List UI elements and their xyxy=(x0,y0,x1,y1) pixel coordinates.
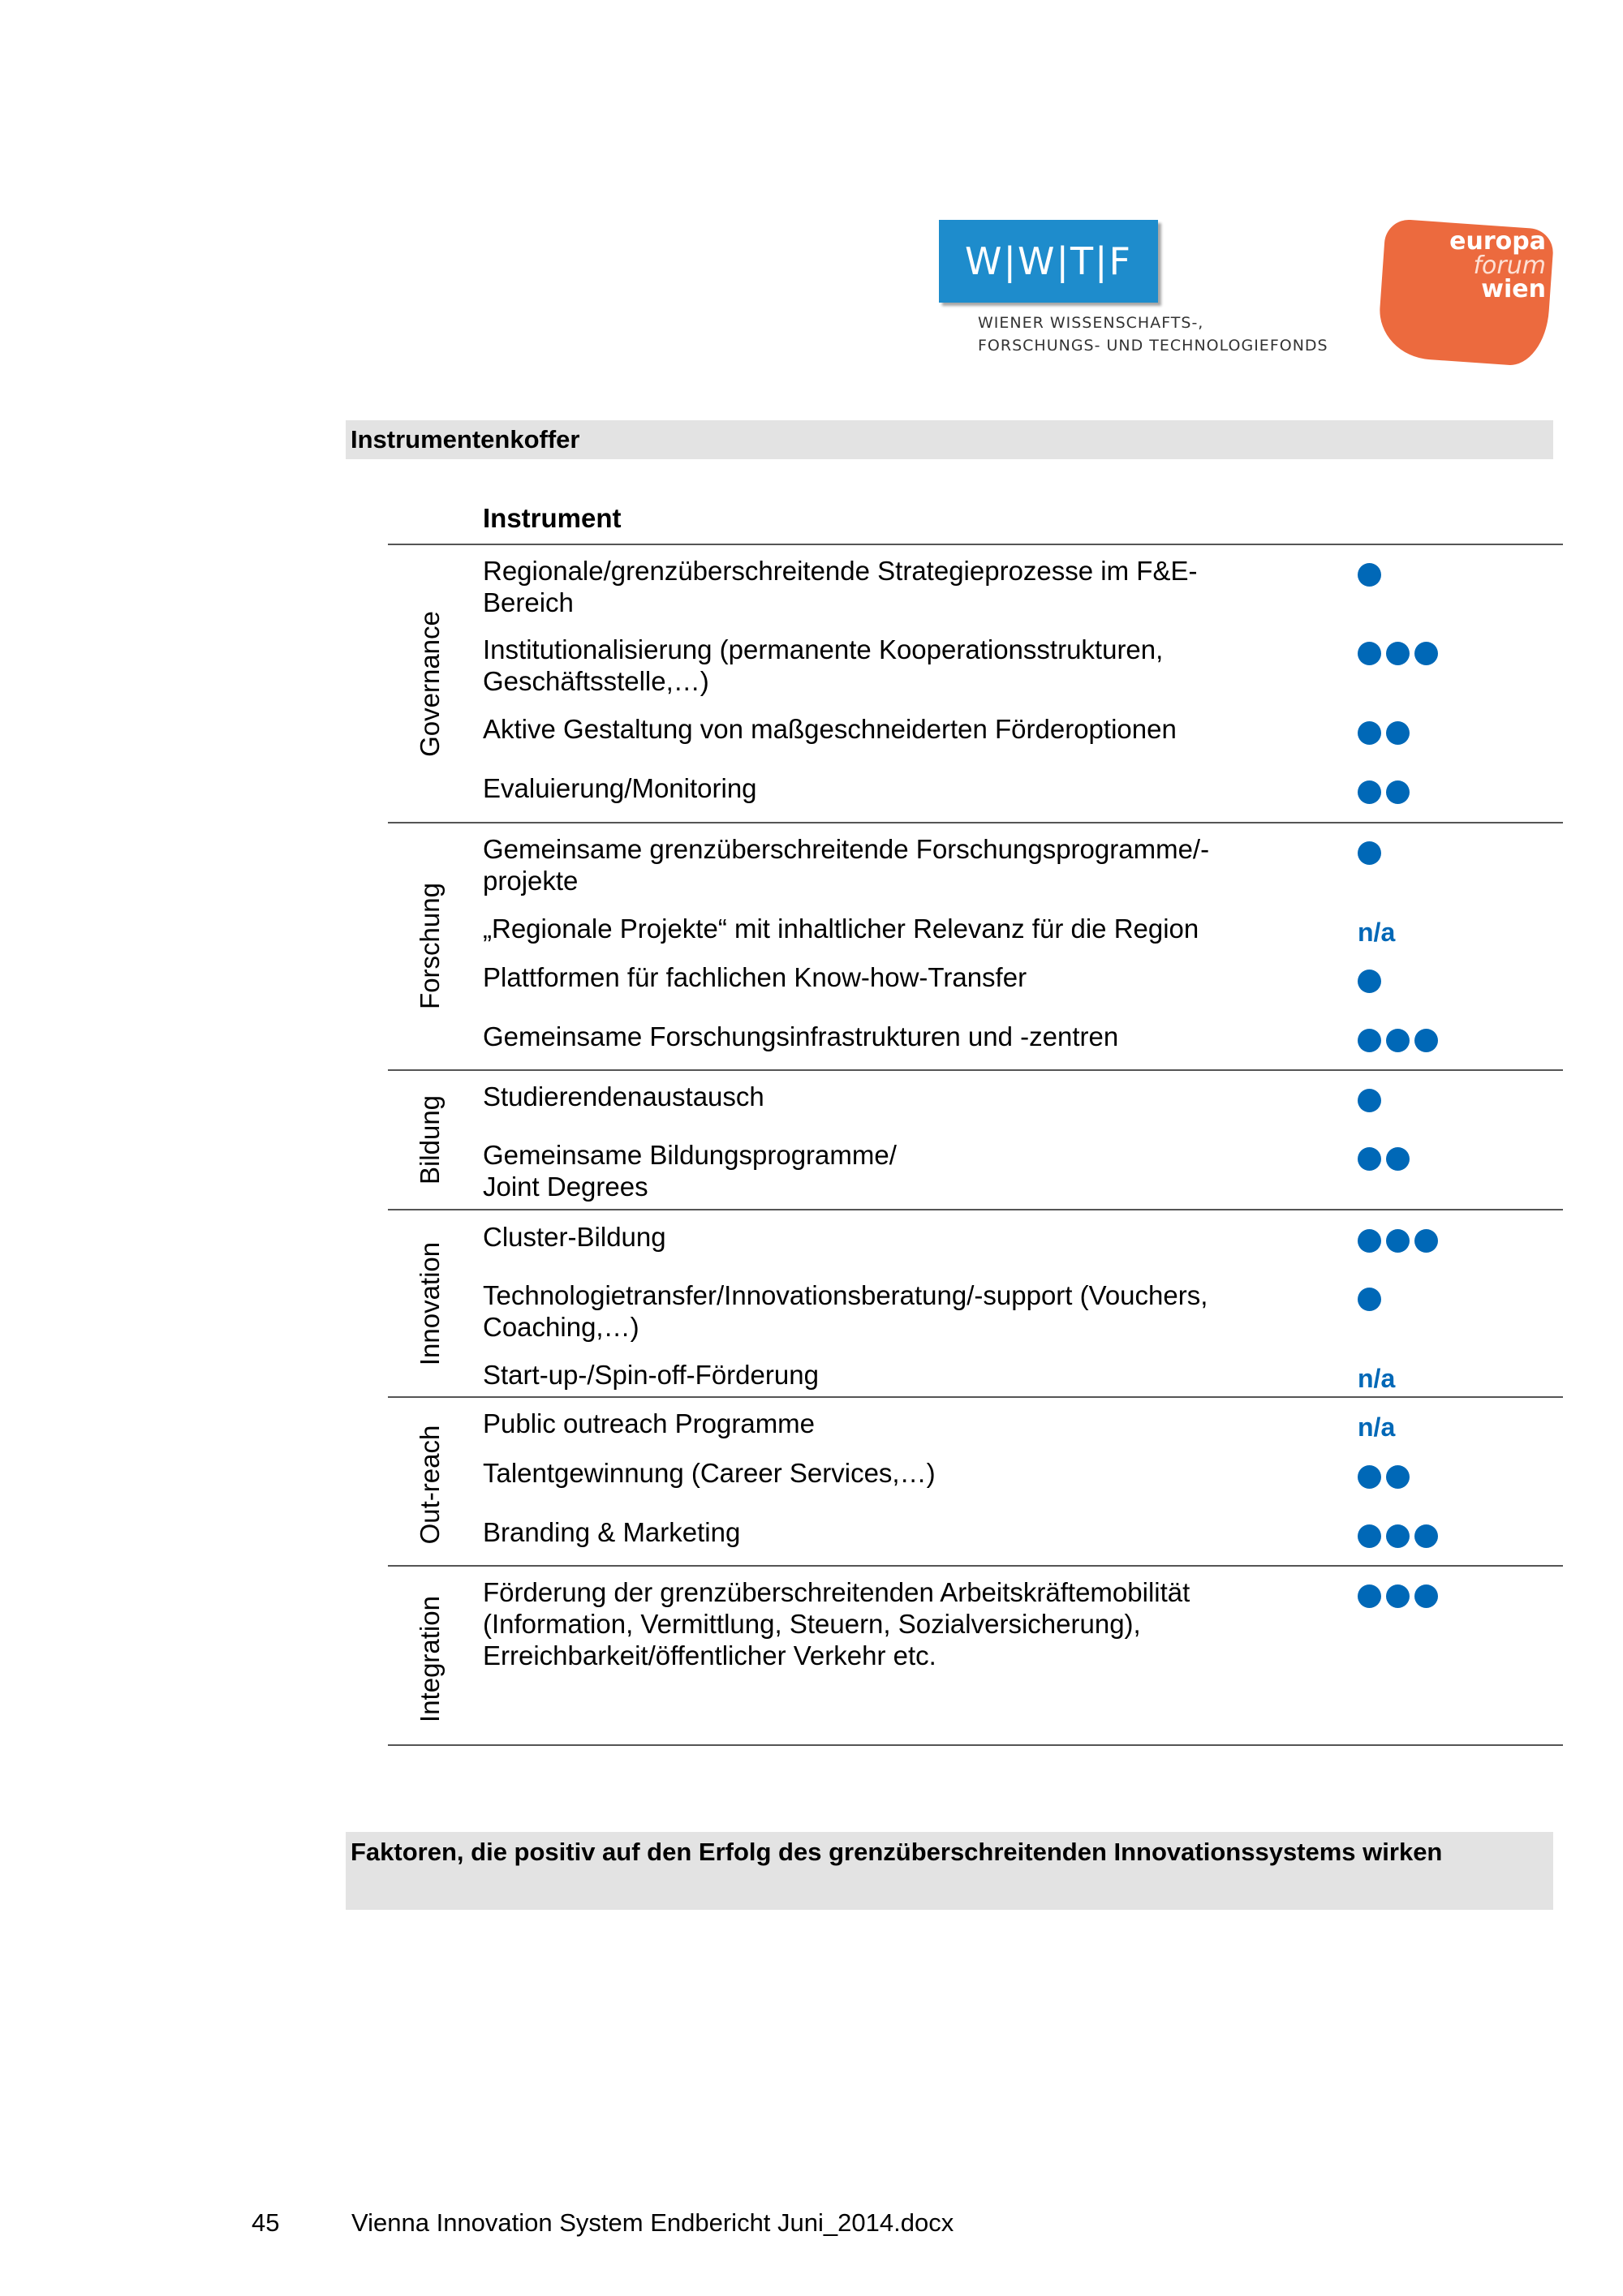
rating-dot xyxy=(1386,1524,1410,1548)
table-header-instrument: Instrument xyxy=(483,503,622,533)
category-innovation: Innovation xyxy=(415,1241,445,1366)
rating-cell xyxy=(1358,1524,1438,1548)
rating-cell xyxy=(1358,1088,1381,1112)
rating-dot xyxy=(1358,721,1381,745)
rating-dot xyxy=(1386,1029,1410,1052)
instrument-row: Plattformen für fachlichen Know-how-Transfer xyxy=(483,962,1027,992)
rating-cell xyxy=(1358,562,1381,587)
rating-cell xyxy=(1358,1228,1438,1253)
rating-cell xyxy=(1358,1366,1395,1391)
rating-dot xyxy=(1358,1147,1381,1171)
rating-dot xyxy=(1414,1229,1438,1253)
rating-dot xyxy=(1386,1229,1410,1253)
rating-cell xyxy=(1358,1287,1381,1311)
rating-dot xyxy=(1386,1465,1410,1489)
instrument-row: Institutionalisierung (permanente Kooperationsstrukturen, Geschäftsstelle,…) xyxy=(483,634,1164,696)
table-rule xyxy=(388,1069,1563,1071)
wwtf-logo-mark: W|W|T|F xyxy=(964,239,1133,283)
instrument-row: Aktive Gestaltung von maßgeschneiderten Förderoptionen xyxy=(483,714,1177,744)
rating-dot xyxy=(1386,1147,1410,1171)
rating-dot xyxy=(1358,642,1381,665)
category-forschung: Forschung xyxy=(415,883,445,1009)
table-rule xyxy=(388,1744,1563,1746)
instrument-row: Branding & Marketing xyxy=(483,1517,741,1547)
instrument-row: Evaluierung/Monitoring xyxy=(483,773,757,803)
table-rule xyxy=(388,822,1563,823)
rating-dot xyxy=(1414,1029,1438,1052)
wwtf-logo xyxy=(939,220,1158,303)
instrument-row: Technologietransfer/Innovationsberatung/-support (Vouchers, Coaching,…) xyxy=(483,1280,1208,1342)
rating-dot xyxy=(1386,780,1410,804)
instrument-row: Gemeinsame Bildungsprogramme/ Joint Degrees xyxy=(483,1140,897,1202)
rating-cell xyxy=(1358,918,1396,947)
instrument-row: Studierendenaustausch xyxy=(483,1081,764,1111)
instrument-row: Start-up-/Spin-off-Förderung xyxy=(483,1360,819,1390)
rating-dot xyxy=(1414,642,1438,665)
section-heading-instrumentenkoffer: Instrumentenkoffer xyxy=(346,420,1553,459)
rating-cell xyxy=(1358,841,1381,865)
instrument-row: Cluster-Bildung xyxy=(483,1222,666,1252)
instrument-row: Regionale/grenzüberschreitende Strategieprozesse im F&E- Bereich xyxy=(483,556,1198,617)
rating-cell xyxy=(1358,1584,1438,1608)
rating-cell xyxy=(1358,720,1410,745)
table-rule xyxy=(388,1209,1563,1210)
rating-dot xyxy=(1414,1524,1438,1548)
rating-na-label: n/a xyxy=(1358,918,1396,947)
instrument-row: Gemeinsame Forschungsinfrastrukturen und -zentren xyxy=(483,1021,1119,1051)
table-rule xyxy=(388,1565,1563,1567)
section-heading-faktoren: Faktoren, die positiv auf den Erfolg des grenzüberschreitenden Innovationssystems wirken xyxy=(346,1832,1553,1910)
table-rule xyxy=(388,1396,1563,1398)
rating-dot xyxy=(1386,721,1410,745)
rating-na-label: n/a xyxy=(1358,1364,1396,1393)
europa-forum-wien-logo-text: europa forum wien xyxy=(1449,227,1546,303)
instrument-row: Talentgewinnung (Career Services,…) xyxy=(483,1458,936,1488)
rating-dot xyxy=(1358,1029,1381,1052)
rating-cell xyxy=(1358,1146,1410,1171)
rating-dot xyxy=(1358,970,1381,993)
rating-cell xyxy=(1358,1028,1438,1052)
rating-dot xyxy=(1358,841,1381,865)
rating-dot xyxy=(1358,1524,1381,1548)
page-number: 45 xyxy=(252,2208,280,2237)
rating-dot xyxy=(1386,642,1410,665)
rating-dot xyxy=(1358,780,1381,804)
rating-dot xyxy=(1358,1584,1381,1608)
footer-filename: Vienna Innovation System Endbericht Juni_2014.docx xyxy=(351,2208,954,2237)
rating-cell xyxy=(1358,969,1381,993)
category-bildung: Bildung xyxy=(415,1094,445,1185)
rating-dot xyxy=(1358,1089,1381,1112)
rating-dot xyxy=(1358,1288,1381,1311)
table-rule xyxy=(388,544,1563,545)
instrument-row: Public outreach Programme xyxy=(483,1408,816,1438)
rating-dot xyxy=(1358,563,1381,587)
rating-na-label: n/a xyxy=(1358,1412,1396,1442)
category-governance: Governance xyxy=(415,611,445,757)
rating-dot xyxy=(1358,1229,1381,1253)
rating-cell xyxy=(1358,780,1410,804)
rating-cell xyxy=(1358,1412,1396,1442)
rating-cell xyxy=(1358,641,1438,665)
category-out-reach: Out-reach xyxy=(415,1425,445,1545)
instrument-row: Förderung der grenzüberschreitenden Arbeitskräftemobilität (Information, Vermittlung, Steuern, Sozialversicherung), Erreichbarkeit/öffentlicher Verkehr etc. xyxy=(483,1577,1190,1670)
rating-dot xyxy=(1386,1584,1410,1608)
rating-cell xyxy=(1358,1464,1410,1489)
instrument-row: Gemeinsame grenzüberschreitende Forschungsprogramme/- projekte xyxy=(483,834,1210,896)
rating-dot xyxy=(1358,1465,1381,1489)
category-integration: Integration xyxy=(415,1596,445,1722)
rating-dot xyxy=(1414,1584,1438,1608)
instrument-row: „Regionale Projekte“ mit inhaltlicher Relevanz für die Region xyxy=(483,914,1199,944)
wwtf-logo-subtitle: WIENER WISSENSCHAFTS-, FORSCHUNGS- UND TECHNOLOGIEFONDS xyxy=(978,314,1328,355)
